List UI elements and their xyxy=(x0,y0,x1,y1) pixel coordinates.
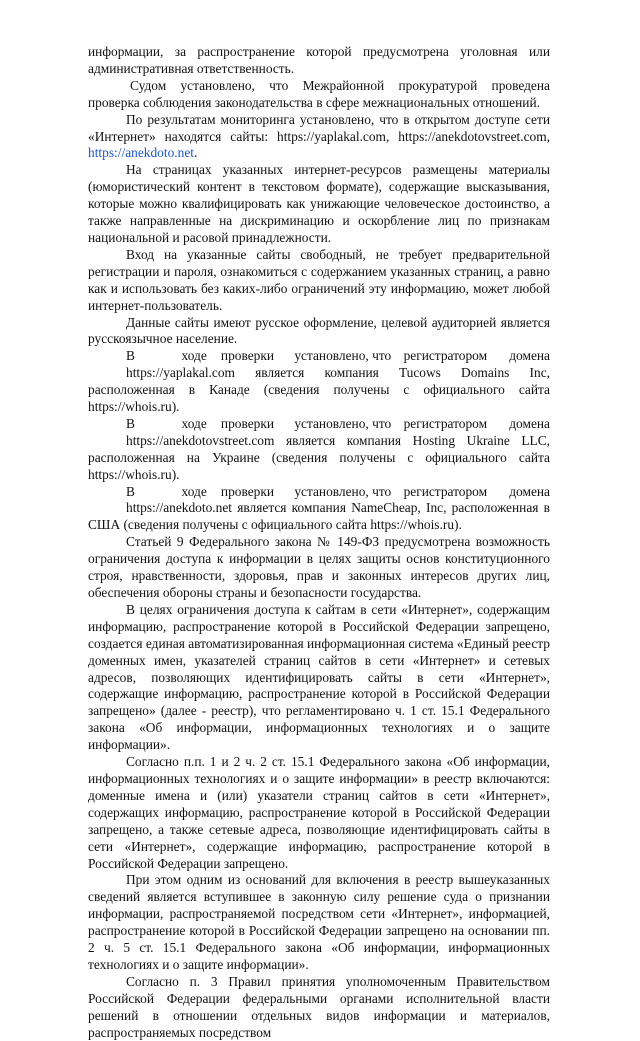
paragraph-6: Статьей 9 Федерального закона № 149-ФЗ предусмотрена возможность ограничения доступа к информации в целях защиты основ конституционного строя, нравственности, здоровья, прав и законных интересов других лиц, обеспечения обороны страны и безопасности государства. xyxy=(88,534,550,600)
paragraph-5: Данные сайты имеют русское оформление, целевой аудиторией является русскоязычное население. xyxy=(88,314,550,347)
paragraph-8: Согласно п.п. 1 и 2 ч. 2 ст. 15.1 Федерального закона «Об информации, информационных технологиях и о защите информации» в реестр включаются: доменные имена и (или) указатели страниц сайтов в сети «Интернет», содержащих информацию, распространение которой в Российской Федерации запрещено, а также сетевые адреса, позволяющие идентифицировать сайты в сети «Интернет», содержащие информацию, распространение которой в Российской Федерации запрещено. xyxy=(88,754,550,871)
paragraph-7: В целях ограничения доступа к сайтам в сети «Интернет», содержащим информацию, распространение которой в Российской Федерации запрещено, создается единая автоматизированная информационная система «Единый реестр доменных имен, указателей страниц сайтов в сети «Интернет» и сетевых адресов, позволяющих идентифицировать сайты в сети «Интернет», содержащие информацию, распространение которой в Российской Федерации запрещено» (далее - реестр), что регламентировано ч. 1 ст. 15.1 Федерального закона «Об информации, информационных технологиях и о защите информации». xyxy=(88,601,550,753)
check-line-1 xyxy=(88,348,550,365)
word-khode: ходе xyxy=(181,348,207,364)
document-page xyxy=(88,44,550,1041)
word-v: В xyxy=(126,348,135,364)
check-line-3 xyxy=(88,484,550,501)
anekdoto-link[interactable]: https://anekdoto.net xyxy=(88,145,194,161)
registrar-2: https://anekdotovstreet.com является компания Hosting Ukraine LLC, расположенная на Украине (сведения получены с официального сайта https://whois.ru). xyxy=(88,432,550,482)
word-khode: ходе xyxy=(181,483,207,499)
paragraph-10: Согласно п. 3 Правил принятия уполномоченным Правительством Российской Федерации федеральными органами исполнительной власти решений в отношении отдельных видов информации и материалов, распространяемых посредством xyxy=(88,973,550,1040)
paragraph-2 xyxy=(88,112,550,163)
paragraph-3: На страницах указанных интернет-ресурсов размещены материалы (юмористический контент в текстовом формате), содержащие высказывания, которые можно квалифицировать как унижающие человеческое достоинство, а также направленные на дискриминацию и оскорбление лиц по признакам национальной и расовой принадлежности. xyxy=(88,162,550,245)
paragraph-2-text: По результатам мониторинга установлено, что в открытом доступе сети «Интернет» находятся сайты: https://yaplakal.com, https://anekdotovstreet.com, xyxy=(88,111,550,144)
paragraph-9: При этом одним из оснований для включения в реестр вышеуказанных сведений является вступившее в законную силу решение суда о признании информации, распространяемой посредством сети «Интернет», информацией, распространение которой в Российской Федерации запрещено на основании пп. 2 ч. 5 ст. 15.1 Федерального закона «Об информации, информационных технологиях и о защите информации». xyxy=(88,872,550,972)
word-proverki: проверки xyxy=(220,483,275,499)
word-v: В xyxy=(126,415,135,431)
word-registratorom: регистратором xyxy=(403,348,488,364)
word-registratorom: регистратором xyxy=(403,483,488,499)
word-ustanovleno: установлено, что xyxy=(294,348,392,364)
check-line-2 xyxy=(88,416,550,433)
registrar-3: https://anekdoto.net является компания NameCheap, Inc, расположенная в США (сведения получены с официального сайта https://whois.ru). xyxy=(88,500,550,533)
word-registratorom: регистратором xyxy=(403,415,488,431)
word-proverki: проверки xyxy=(220,415,275,431)
registrar-1: https://yaplakal.com является компания Tucows Domains Inc, расположенная в Канаде (сведения получены с официального сайта https://whois.ru). xyxy=(88,365,550,415)
paragraph-2-end: . xyxy=(194,145,198,161)
paragraph-4: Вход на указанные сайты свободный, не требует предварительной регистрации и пароля, ознакомиться с содержанием указанных страниц, а равно как и использовать без каких-либо ограничений эту информацию, может любой интернет-пользователь. xyxy=(88,246,550,313)
word-ustanovleno: установлено, что xyxy=(294,483,392,499)
word-ustanovleno: установлено, что xyxy=(294,415,392,431)
paragraph-1: Судом установлено, что Межрайонной прокуратурой проведена проверка соблюдения законодательства в сфере межнациональных отношений. xyxy=(88,77,550,110)
word-khode: ходе xyxy=(181,415,207,431)
word-proverki: проверки xyxy=(220,348,275,364)
word-domena: домена xyxy=(509,483,550,499)
word-domena: домена xyxy=(509,348,550,364)
word-v: В xyxy=(126,483,135,499)
word-domena: домена xyxy=(509,415,550,431)
paragraph-0: информации, за распространение которой предусмотрена уголовная или административная ответственность. xyxy=(88,44,550,76)
